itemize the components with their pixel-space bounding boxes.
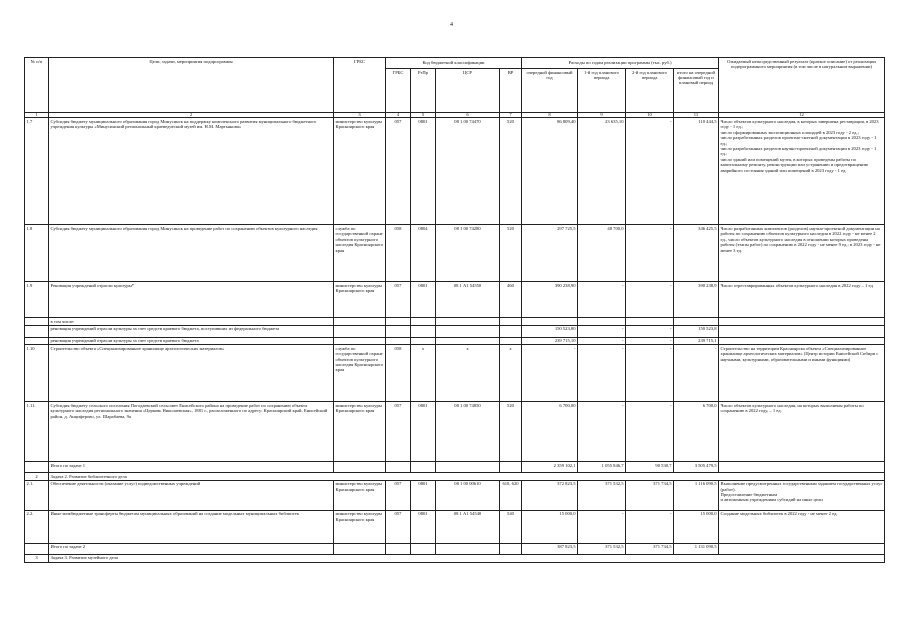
row-code: 058 [386,225,411,282]
table-row-2-2 [25,510,885,543]
header-expenses: Расходы по годам реализации программы (тыс. руб.) [522,58,719,69]
row-num: 2.1. [25,480,49,510]
row-y1: 15 000,0 [522,510,578,543]
table-row-subhead [25,318,885,325]
row-num: 3 [25,554,49,562]
row-rzpr: х [411,345,436,402]
row-total: - [674,345,719,402]
row-total: 3 505 479,5 [674,462,719,473]
row-vr: 520 [500,402,522,462]
row-csr: х [436,345,500,402]
row-y2: - [578,337,626,344]
table-row-total-2 [25,543,885,554]
row-result: Выполнение предусмотренных государственным заданием государственных услуг (работ). Предоставление бюджетным и автономным учреждениям субсидий на иные цели [719,480,885,510]
row-rzpr: 0804 [411,225,436,282]
row-y3: - [626,225,674,282]
table-row-total-1 [25,462,885,473]
row-rzpr: 0801 [411,282,436,318]
row-vr: х [500,345,522,402]
row-grbs: служба по государственной охране объектов культурного наследия Красноярского края [334,345,386,402]
row-y3: 90 530,7 [626,462,674,473]
table-row-2-1 [25,480,885,510]
row-csr: 08 1 00 74280 [436,225,500,282]
row-total: 15 000,0 [674,510,719,543]
row-name: Строительство объекта «Специализированное хранилище археологических материалов» [49,345,334,402]
row-result: Создание модельных библиотек в 2022 году - не менее 2 ед. [719,510,885,543]
row-vr: 610, 620 [500,480,522,510]
row-vr: 460 [500,282,522,318]
row-name: Субсидия бюджету сельского поселения Погодаевский сельсовет Енисейского района на проведение работ по сохранению объекта культурного наследия регионального значения «Церковь Николаевская», 1881 г., расположенного по адресу: Красноярский край, Енисейский район, д. Анциферово, ул. Шарабаева, 9а [49,402,334,462]
row-num: 1.10 [25,345,49,402]
row-result: Число отреставрированных объектов культурного наследия в 2022 году – 1 ед [719,282,885,318]
row-y1: 390 238,90 [522,282,578,318]
col-num: 12 [719,113,885,118]
table-row-1-8 [25,225,885,282]
row-vr: 520 [500,118,522,225]
row-grbs: министерство культуры Красноярского края [334,510,386,543]
row-code: 057 [386,282,411,318]
row-y1: 239 715,10 [522,337,578,344]
row-vr: 540 [500,510,522,543]
table-row-sub2 [25,337,885,344]
row-grbs: министерство культуры Красноярского края [334,118,386,225]
row-code: 057 [386,510,411,543]
row-y2: 371 532,5 [578,543,626,554]
row-csr: 08 1 00 74850 [436,402,500,462]
row-csr: 08 1 00 74470 [436,118,500,225]
row-name: Субсидия бюджету муниципального образования город Минусинск на проведение работ по сохранению объектов культурного наследия [49,225,334,282]
row-y3: - [626,325,674,337]
header-sub-y3: 2-й год планового периода [626,69,674,113]
row-y2: - [578,325,626,337]
row-total: 390 238,9 [674,282,719,318]
row-rzpr: 0801 [411,402,436,462]
row-name: Обеспечение деятельности (оказание услуг) подведомственных учреждений [49,480,334,510]
table-row-1-9 [25,282,885,318]
row-rzpr: 0801 [411,480,436,510]
row-num: 2.2. [25,510,49,543]
col-num: 1 [25,113,49,118]
row-grbs: служба по государственной охране объектов культурного наследия Красноярского края [334,225,386,282]
row-y1: 86 809,40 [522,118,578,225]
row-num: 1.7 [25,118,49,225]
col-num: 2 [49,113,334,118]
row-y2: - [578,510,626,543]
row-code: 057 [386,480,411,510]
header-sub-rzpr: РзПр [411,69,436,113]
row-y3: - [626,118,674,225]
table-row-1-10 [25,345,885,402]
row-y1: 297 725,5 [522,225,578,282]
header-bk-code: Код бюджетной классификации [386,58,522,69]
row-name: Итого по задаче 2 [49,543,334,554]
row-total: 1 131 090,5 [674,543,719,554]
row-y3: - [626,510,674,543]
row-name: Задача 3. Развитие музейного дела [49,554,885,562]
row-name: Итого по задаче 1 [49,462,334,473]
table-row-sub1 [25,325,885,337]
header-result: Ожидаемый непосредственный результат (краткое описание) от реализации подпрограммного мероприятия (в том числе в натуральном выражении) [719,58,885,113]
row-grbs: министерство культуры Красноярского края [334,282,386,318]
row-num: 2 [25,473,49,480]
row-grbs: министерство культуры Красноярского края [334,402,386,462]
row-result: Число объектов культурного наследия, в которых завершена реставрация, в 2023 году - 1 ед.; число сформированных экспозиционных площадей в 2023 году - 2 ед.; число разработанных разделов проектно-сметной документации в 2023 году - 1 ед.; число разработанных разделов научно-проектной документации в 2023 году - 1 ед.; число зданий или помещений музея, в которых проведены работы по капитальному ремонту, реконструкции или устранению и предотвращению аварийного состояния зданий или помещений в 2023 году - 1 ед. [719,118,885,225]
row-name: Реновация учреждений отрасли культуры* [49,282,334,318]
col-num: 8 [522,113,578,118]
col-num: 10 [626,113,674,118]
row-total: 346 425,5 [674,225,719,282]
row-total: 6 700,0 [674,402,719,462]
row-code: 057 [386,402,411,462]
row-y3: 371 734,5 [626,480,674,510]
col-num: 4 [386,113,411,118]
program-table [24,57,885,563]
header-row-1 [25,58,885,69]
row-y1: 387 823,5 [522,543,578,554]
col-num: 7 [500,113,522,118]
row-name: реновация учреждений отрасли культуры за счет средств краевого бюджета [49,337,334,344]
header-sub-csr: ЦСР [436,69,500,113]
row-y2: - [578,345,626,402]
table-row-task-2 [25,473,885,480]
row-grbs: министерство культуры Красноярского края [334,480,386,510]
row-y3: - [626,282,674,318]
row-name: в том числе: [49,318,334,325]
header-grbs: ГРБС [334,58,386,113]
header-num: № п/п [25,58,49,113]
row-result: Число разработанных комплектов (разделов) научно-проектной документации на работы по сохранению объектов культурного наследия в 2022 году - не менее 2 ед., число объектов культурного наследия в отношении которых проведены работы (этапы работ) по сохранению в 2022 году - не менее 9 ед.; в 2023 году - не менее 3 ед. [719,225,885,282]
row-name: Иные межбюджетные трансферты бюджетам муниципальных образований на создание модельных муниципальных библиотек [49,510,334,543]
row-y3: - [626,337,674,344]
row-csr: 08 1 А1 54540 [436,510,500,543]
header-sub-vr: ВР [500,69,522,113]
row-num: 1.8 [25,225,49,282]
row-total: 239 715,1 [674,337,719,344]
table-row-1-11 [25,402,885,462]
row-name: реновация учреждений отрасли культуры за счет средств краевого бюджета, поступивших из федерального бюджета [49,325,334,337]
row-csr: 08 1 00 00610 [436,480,500,510]
col-num: 3 [334,113,386,118]
row-name: Субсидия бюджету муниципального образования город Минусинск на поддержку комплексного развития муниципального бюджетного учреждения культуры «Минусинский региональный краеведческий музей им. Н.М. Мартьянова» [49,118,334,225]
row-vr: 520 [500,225,522,282]
col-num: 9 [578,113,626,118]
header-sub-grbs: ГРБС [386,69,411,113]
row-y1: 6 700,00 [522,402,578,462]
col-num: 5 [411,113,436,118]
col-num: 6 [436,113,500,118]
row-y2: - [578,402,626,462]
row-total: 110 444,5 [674,118,719,225]
row-num: 1.9 [25,282,49,318]
row-y1: 150 523,80 [522,325,578,337]
row-rzpr: 0801 [411,118,436,225]
row-y2: 371 532,5 [578,480,626,510]
row-y2: 23 635,10 [578,118,626,225]
row-name: Задача 2. Развитие библиотечного дела [49,473,885,480]
row-y2: - [578,282,626,318]
row-code: 058 [386,345,411,402]
row-code: 057 [386,118,411,225]
row-csr: 08 1 А1 54550 [436,282,500,318]
row-total: 150 523,8 [674,325,719,337]
table-row-task-3 [25,554,885,562]
row-y1: 2 359 102,1 [522,462,578,473]
row-total: 1 116 090,5 [674,480,719,510]
row-num: 1.11. [25,402,49,462]
page-number: 4 [450,22,453,28]
table-row-1-7 [25,118,885,225]
header-goals: Цели, задачи, мероприятия подпрограммы [49,58,334,113]
row-result: Число объектов культурного наследия, на которых выполнены работы по сохранению в 2022 году, – 1 ед. [719,402,885,462]
row-y1: 372 823,5 [522,480,578,510]
row-rzpr: 0801 [411,510,436,543]
header-sub-y1: очередной финансовый год [522,69,578,113]
col-num: 11 [674,113,719,118]
header-sub-y2: 1-й год планового периода [578,69,626,113]
row-y2: 1 055 846,7 [578,462,626,473]
row-y3: - [626,345,674,402]
row-y2: 48 700,0 [578,225,626,282]
row-result: Строительство на территории Красноярска объекта «Специализированное хранилище археологических материалов» (Центр истории Енисейской Сибири с научными, культурными, образовательными и иными функциями) [719,345,885,402]
row-y3: - [626,402,674,462]
header-sub-total: итого на очередной финансовый год и плановый период [674,69,719,113]
row-y1: - [522,345,578,402]
row-y3: 371 734,5 [626,543,674,554]
